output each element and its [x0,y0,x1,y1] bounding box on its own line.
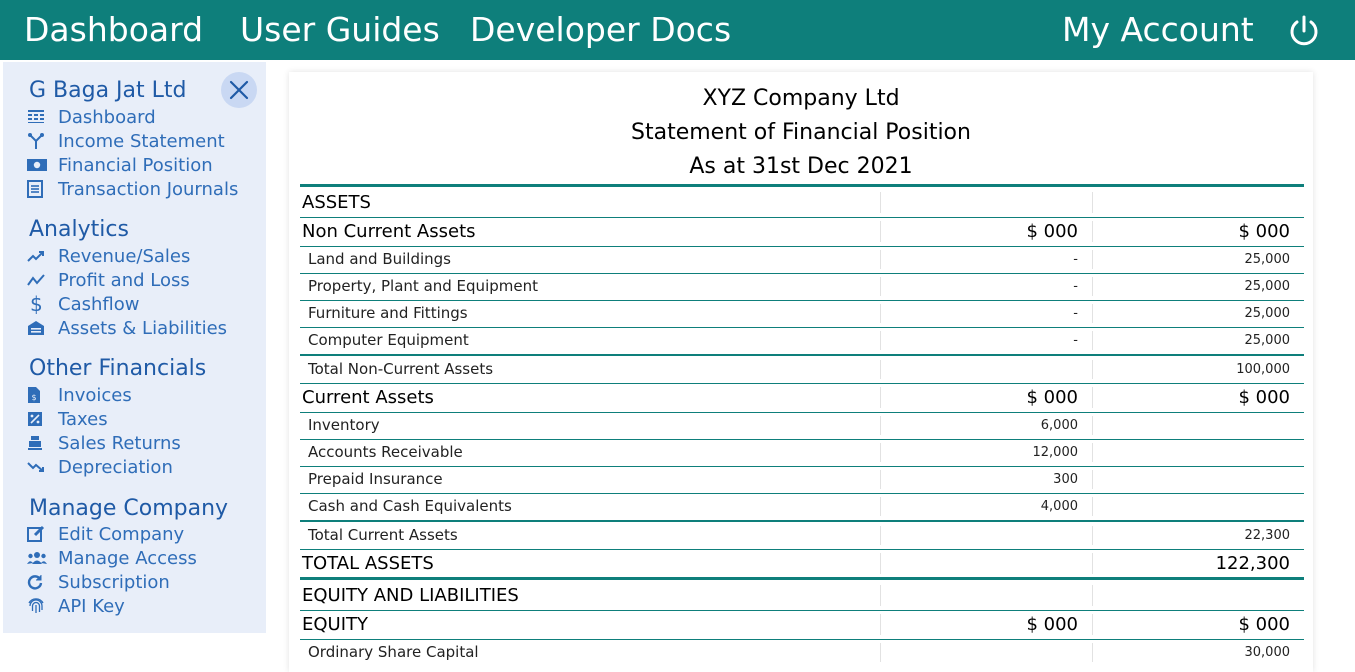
sidebar-item-api-key[interactable] [27,594,125,618]
column-divider [880,643,881,662]
sidebar-item-assets-liabilities[interactable] [27,316,227,340]
section-header-row [300,383,1304,412]
row-value-col2: 122,300 [1215,553,1290,574]
sidebar-item-taxes[interactable] [27,407,108,431]
row-value-col1: 6,000 [1040,418,1078,433]
table-row [300,412,1304,439]
column-divider [880,526,881,545]
table-divider [300,520,1304,522]
sidebar-item-label: Financial Position [58,154,213,176]
column-divider [1092,526,1093,545]
statement-date: As at 31st Dec 2021 [689,154,913,179]
table-divider [300,493,1304,494]
journal-icon [27,179,51,199]
table-divider [300,439,1304,440]
column-divider [1092,585,1093,606]
nav-dashboard-link[interactable]: Dashboard [24,10,204,49]
percent-icon [27,409,51,429]
sidebar-item-subscription[interactable] [27,570,170,594]
column-divider [1092,643,1093,662]
users-icon [27,548,51,568]
table-row [300,327,1304,354]
flow-icon [27,131,51,151]
row-label: Furniture and Fittings [308,304,468,322]
subtotal-row [300,522,1304,549]
row-value-col2: 100,000 [1236,362,1290,377]
row-value-col1: 12,000 [1032,445,1078,460]
row-value-col1: - [1073,306,1078,321]
refresh-icon [27,572,51,592]
column-divider [1092,277,1093,296]
row-label: TOTAL ASSETS [302,553,434,574]
table-divider [300,184,1304,187]
money-icon [27,155,51,175]
row-value-col2: 25,000 [1244,279,1290,294]
section-header-row [300,217,1304,246]
section-header-row [300,581,1304,610]
row-label: Property, Plant and Equipment [308,277,538,295]
row-value-col1: 300 [1053,472,1078,487]
row-value-col2: 30,000 [1244,645,1290,660]
column-divider [1092,387,1093,408]
warehouse-icon [27,318,51,338]
column-divider [880,443,881,462]
column-divider [880,585,881,606]
table-row [300,639,1304,666]
row-label: Inventory [308,416,380,434]
sidebar-company-name: G Baga Jat Ltd [29,78,187,103]
sidebar-item-label: Depreciation [58,456,173,478]
statement-title: Statement of Financial Position [631,120,971,145]
trend-down-icon [27,457,51,477]
sidebar-item-label: Profit and Loss [58,269,190,291]
row-label: Ordinary Share Capital [308,643,479,661]
column-divider [1092,443,1093,462]
table-divider [300,577,1304,580]
column-divider [880,277,881,296]
invoice-icon [27,385,51,405]
column-divider [1092,497,1093,516]
sidebar-item-label: Invoices [58,384,132,406]
trend-up-icon [27,246,51,266]
sidebar-item-profit-and-loss[interactable] [27,268,190,292]
sidebar-item-label: Revenue/Sales [58,245,191,267]
row-value-col1: $ 000 [1026,614,1078,635]
table-divider [300,327,1304,328]
row-label: Non Current Assets [302,221,476,242]
sidebar-item-label: Cashflow [58,293,140,315]
column-divider [1092,192,1093,213]
row-label: Accounts Receivable [308,443,463,461]
dollar-icon: $ [30,292,43,316]
table-divider [300,273,1304,274]
row-value-col2: $ 000 [1238,614,1290,635]
column-divider [1092,416,1093,435]
column-divider [880,360,881,379]
table-divider [300,549,1304,550]
section-header-row [300,188,1304,217]
row-label: EQUITY [302,614,369,635]
sidebar-item-label: Taxes [58,408,108,430]
sidebar-item-label: Income Statement [58,130,225,152]
sidebar-item-income-statement[interactable] [27,129,225,153]
column-divider [880,304,881,323]
cash-register-icon [27,433,51,453]
row-label: EQUITY AND LIABILITIES [302,585,519,606]
fingerprint-icon [27,596,51,616]
grand-total-row [300,549,1304,578]
sidebar-item-edit-company[interactable] [27,522,184,546]
row-value-col1: - [1073,252,1078,267]
column-divider [1092,221,1093,242]
row-value-col1: - [1073,279,1078,294]
sidebar-item-financial-position[interactable] [27,153,213,177]
table-row [300,466,1304,493]
row-label: Computer Equipment [308,331,469,349]
table-row [300,273,1304,300]
sidebar-item-dashboard[interactable] [27,105,156,129]
top-navbar [0,0,1355,60]
sidebar [3,62,266,633]
table-row [300,493,1304,520]
statement-company-name: XYZ Company Ltd [702,86,900,111]
sidebar-item-label: Subscription [58,571,170,593]
column-divider [1092,331,1093,350]
sidebar-item-label: Assets & Liabilities [58,317,228,339]
column-divider [880,221,881,242]
row-value-col2: $ 000 [1238,221,1290,242]
column-divider [1092,360,1093,379]
table-divider [300,300,1304,301]
column-divider [880,416,881,435]
subtotal-row [300,356,1304,383]
sidebar-item-label: Edit Company [58,523,185,545]
sidebar-item-label: API Key [58,595,125,617]
section-header-row [300,610,1304,639]
table-row [300,439,1304,466]
row-label: Prepaid Insurance [308,470,443,488]
column-divider [1092,614,1093,635]
row-value-col1: $ 000 [1026,387,1078,408]
column-divider [1092,470,1093,489]
sidebar-item-label: Transaction Journals [58,178,239,200]
table-divider [300,217,1304,218]
row-label: Total Current Assets [308,526,458,544]
sidebar-item-label: Manage Access [58,547,197,569]
sidebar-item-depreciation[interactable] [27,455,173,479]
column-divider [1092,553,1093,574]
sidebar-section-manage-company: Manage Company [29,496,229,521]
sidebar-item-cashflow[interactable] [27,292,139,316]
sidebar-section-analytics: Analytics [29,217,129,242]
row-label: Cash and Cash Equivalents [308,497,512,515]
row-value-col2: 22,300 [1244,528,1290,543]
table-divider [300,246,1304,247]
row-value-col2: 25,000 [1244,333,1290,348]
table-divider [300,412,1304,413]
financial-statement-card [289,72,1313,672]
edit-icon [27,524,51,544]
nav-my-account-link[interactable]: My Account [1062,10,1254,49]
column-divider [880,614,881,635]
column-divider [880,331,881,350]
row-value-col1: $ 000 [1026,221,1078,242]
power-icon[interactable] [1286,13,1322,49]
sidebar-section-other-financials: Other Financials [29,356,207,381]
trend-zigzag-icon [27,270,51,290]
nav-user-guides-link[interactable]: User Guides [240,10,440,49]
row-value-col2: 25,000 [1244,252,1290,267]
column-divider [880,387,881,408]
row-label: Total Non-Current Assets [308,360,494,378]
column-divider [880,553,881,574]
svg-text:$: $ [31,393,37,402]
table-divider [300,383,1304,384]
table-row [300,246,1304,273]
nav-developer-docs-link[interactable]: Developer Docs [470,10,732,49]
row-value-col2: $ 000 [1238,387,1290,408]
table-divider [300,610,1304,611]
column-divider [880,192,881,213]
sidebar-item-transaction-journals[interactable] [27,177,238,201]
sidebar-item-sales-returns[interactable] [27,431,181,455]
sidebar-item-revenue-sales[interactable] [27,244,190,268]
row-label: Land and Buildings [308,250,451,268]
sidebar-item-label: Sales Returns [58,432,181,454]
column-divider [1092,304,1093,323]
column-divider [880,470,881,489]
close-sidebar-button[interactable] [221,72,257,108]
close-icon [228,79,250,101]
dashboard-icon [27,107,51,127]
table-divider [300,466,1304,467]
row-value-col1: 4,000 [1040,499,1078,514]
table-row [300,300,1304,327]
column-divider [1092,250,1093,269]
table-divider [300,354,1304,356]
column-divider [880,497,881,516]
sidebar-item-invoices[interactable] [27,383,132,407]
sidebar-item-label: Dashboard [58,106,156,128]
table-divider [300,639,1304,640]
row-label: Current Assets [302,387,434,408]
column-divider [880,250,881,269]
sidebar-item-manage-access[interactable] [27,546,197,570]
row-label: ASSETS [302,192,371,213]
row-value-col2: 25,000 [1244,306,1290,321]
row-value-col1: - [1073,333,1078,348]
